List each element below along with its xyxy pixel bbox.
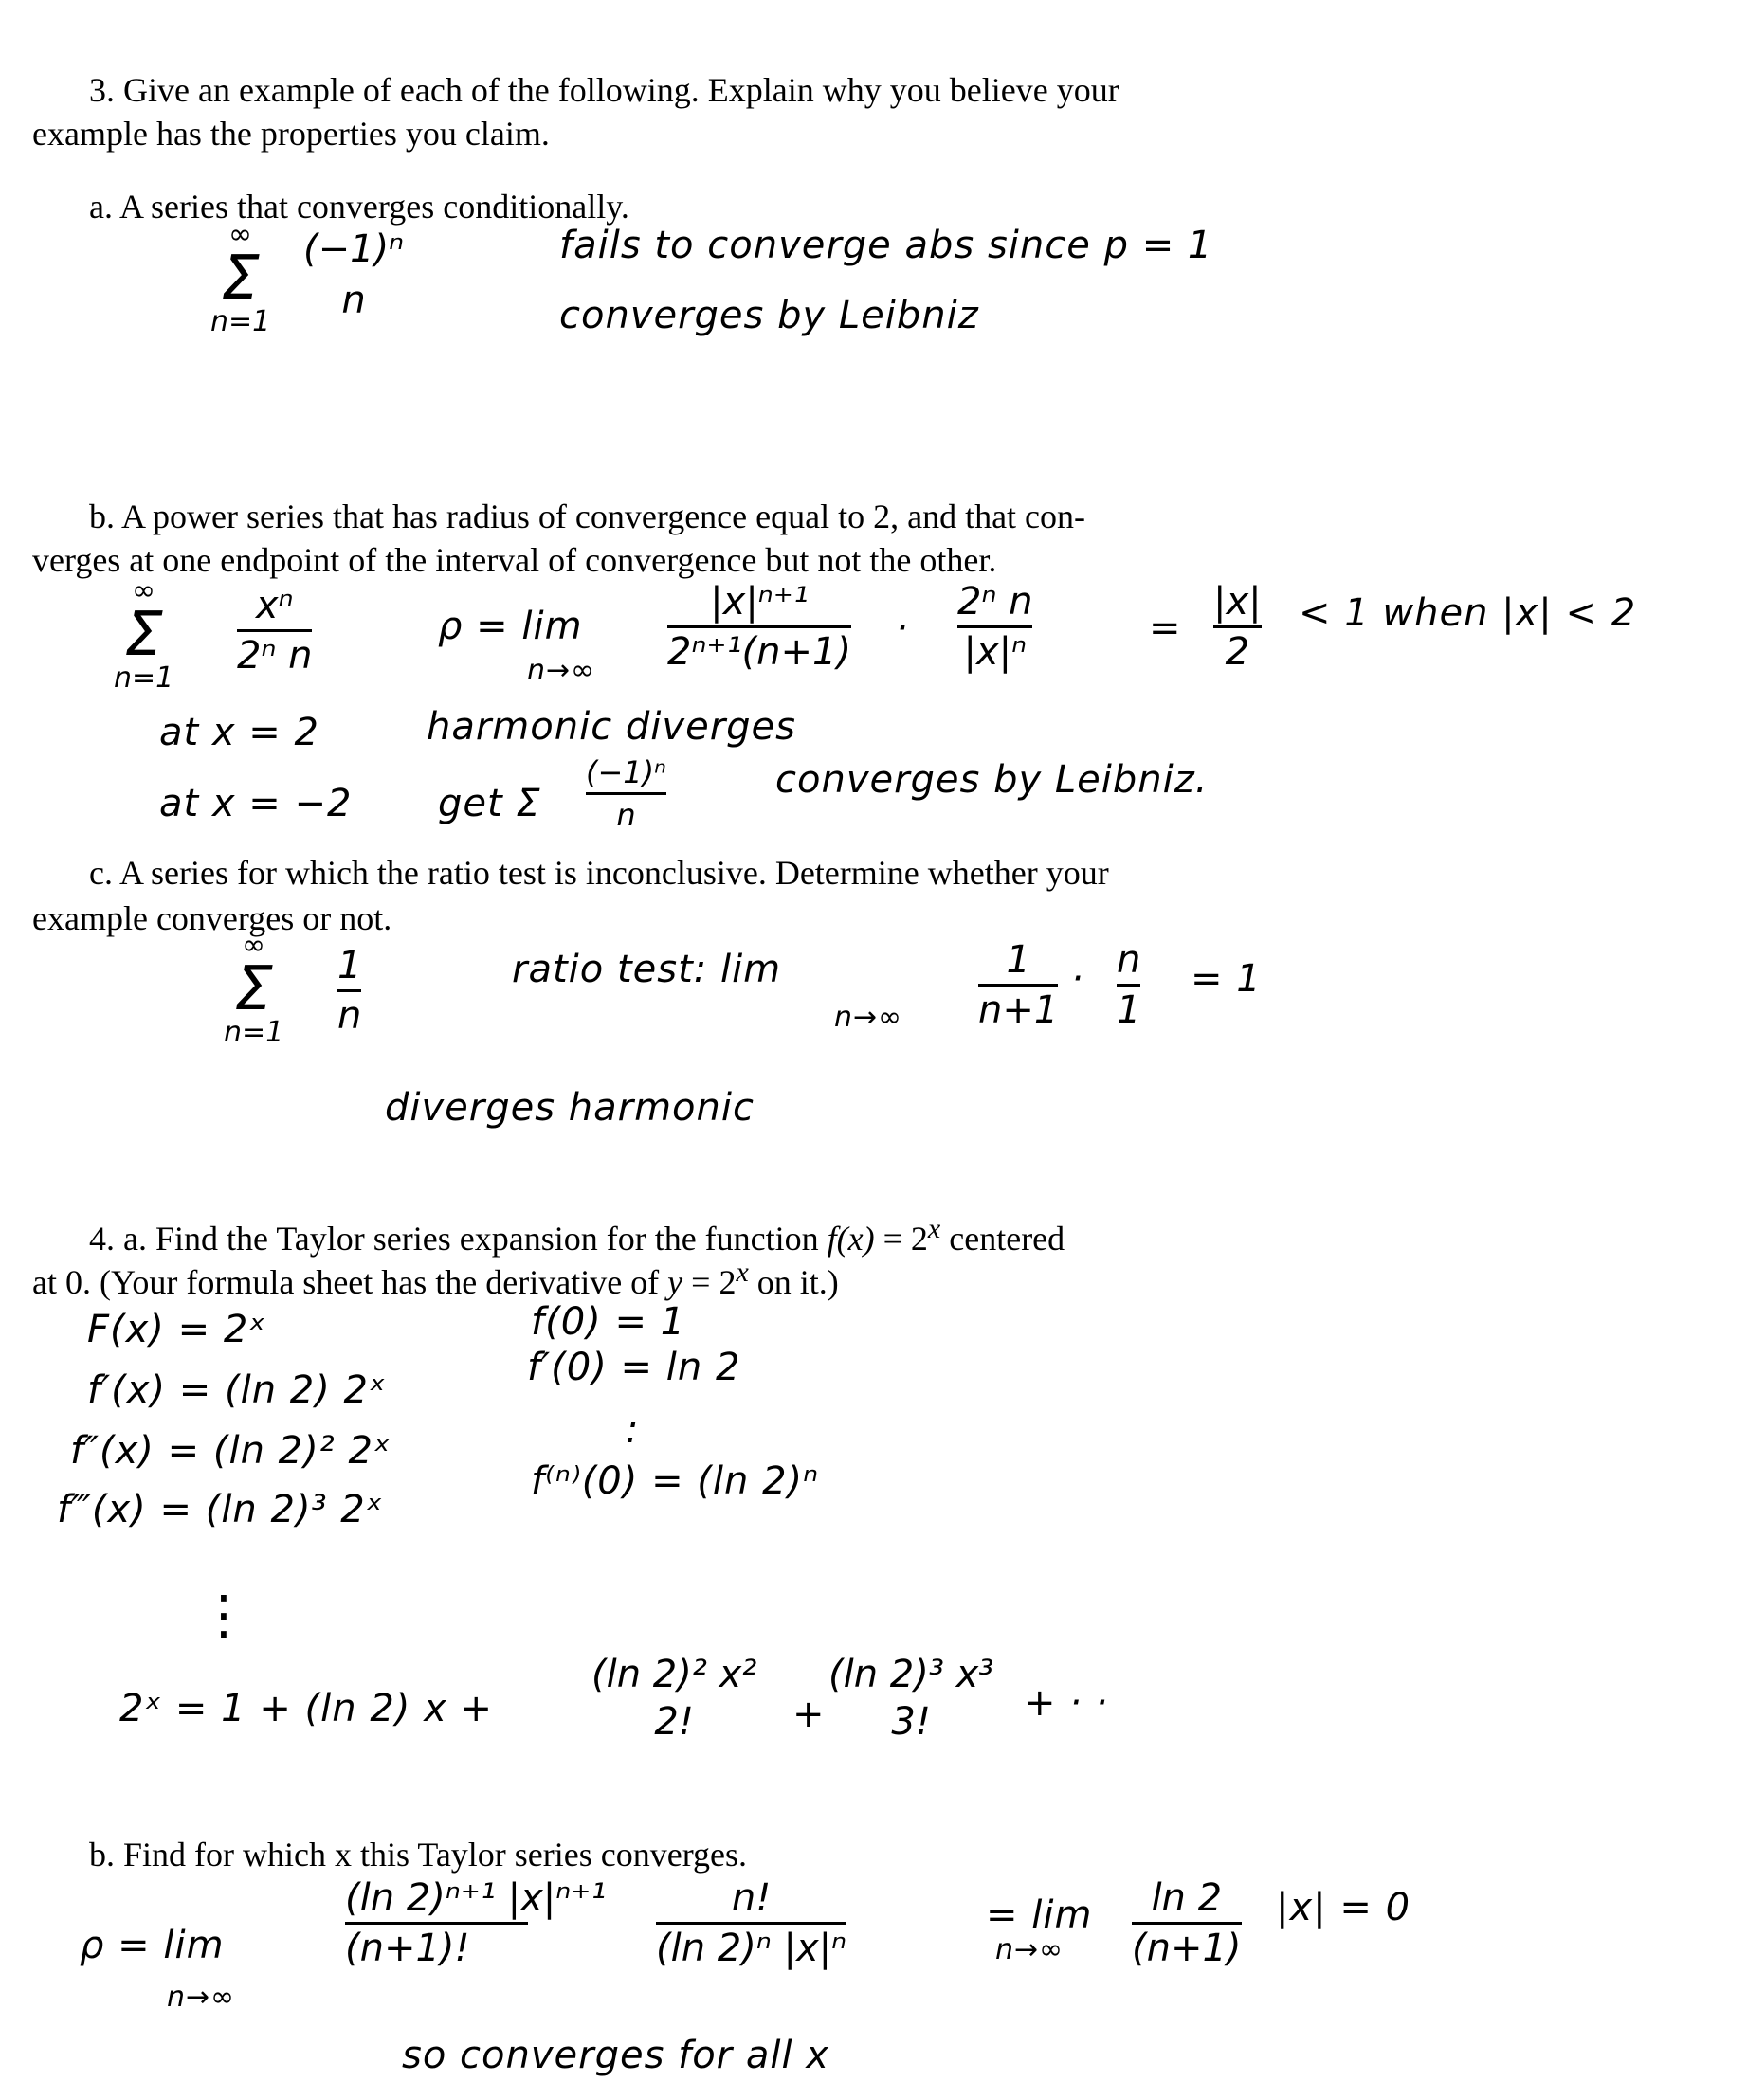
sigma-icon: Σ [234, 954, 273, 1024]
q3a-sum-top: ∞ [228, 218, 253, 251]
q4b-rho: ρ = lim [80, 1924, 225, 1967]
q3b-sum [114, 576, 173, 694]
q3c-term-den: n [337, 994, 362, 1038]
q3c-ratio: ratio test: lim [512, 948, 782, 991]
q4a-deriv1: f′(x) = (ln 2) 2ˣ [87, 1368, 387, 1412]
q3b-at2: at x = −2 [159, 782, 353, 825]
q3b-term [237, 584, 312, 678]
q4b-res-sub: n→∞ [995, 1933, 1065, 1966]
q3c-frac2 [1117, 938, 1140, 1032]
q3a-sum [210, 220, 270, 337]
q4a-val1: f′(0) = ln 2 [527, 1346, 741, 1389]
q3b-frac4-den: n [616, 797, 636, 833]
q4a-s2-num: (ln 2)² x² [591, 1653, 757, 1696]
q3b-frac1-num: |x|ⁿ⁺¹ [710, 580, 809, 624]
q3b-sum-bottom: n=1 [114, 661, 174, 695]
q4b-frac2 [656, 1876, 846, 1970]
q4b-frac3-den: (n+1) [1132, 1927, 1242, 1970]
q3-line1: 3. Give an example of each of the following. Explain why you believe your [89, 71, 1119, 109]
q4a-s2-den: 2! [654, 1700, 694, 1744]
q3b-frac3-num: |x| [1213, 580, 1262, 624]
q4a-deriv3: f‴(x) = (ln 2)³ 2ˣ [57, 1488, 384, 1531]
q4b-prompt: b. Find for which x this Taylor series converges. [89, 1836, 748, 1874]
q3b-rho: ρ = lim [438, 605, 583, 648]
q4a-series-frac2 [591, 1653, 756, 1744]
q3b-frac3-den: 2 [1225, 630, 1250, 674]
q3b-prompt2: verges at one endpoint of the interval of convergence but not the other. [32, 541, 997, 579]
q3b-get: get Σ [438, 782, 541, 825]
q4a-tail: + · · [1024, 1681, 1109, 1725]
q4a-s3-den: 3! [891, 1700, 931, 1744]
q3b-term-num: xⁿ [255, 584, 294, 627]
q3c-prompt1: c. A series for which the ratio test is inconclusive. Determine whether your [89, 854, 1109, 892]
q4b-frac2-num: n! [731, 1876, 772, 1920]
q4b-frac3 [1132, 1876, 1242, 1970]
q3b-prompt1: b. A power series that has radius of convergence equal to 2, and that con- [89, 498, 1086, 535]
q3b-frac3 [1213, 580, 1262, 674]
q3c-sum-top: ∞ [242, 929, 266, 962]
q4b-res-pre: = lim [986, 1893, 1093, 1937]
q3b-term-den: 2ⁿ n [237, 634, 313, 678]
q3a-term [303, 227, 404, 322]
q4a-prompt2: at 0. (Your formula sheet has the derivative of $y = 2^x$ on it.) [32, 1257, 839, 1301]
q3b-dot: · [896, 606, 909, 650]
q4b-frac1 [345, 1876, 606, 1970]
q3a-term-num: (−1)ⁿ [303, 227, 405, 271]
q3b-harm: harmonic diverges [427, 705, 796, 749]
q3c-frac1-num: 1 [1006, 938, 1030, 982]
q3c-eq1: = 1 [1191, 957, 1262, 1001]
q4b-frac2-den: (ln 2)ⁿ |x|ⁿ [656, 1927, 847, 1970]
q3c-sum-bottom: n=1 [224, 1016, 284, 1049]
q3c-sum [224, 931, 283, 1048]
q3c-lim-sub: n→∞ [834, 1001, 903, 1034]
q3b-frac4-num: (−1)ⁿ [586, 754, 666, 790]
q4a-series-pre: 2ˣ = 1 + (ln 2) x + [119, 1687, 493, 1730]
q3b-frac4 [586, 754, 666, 833]
q3a-term-den: n [341, 279, 366, 322]
q4a-series-frac3 [828, 1653, 993, 1744]
q4a-deriv2: f″(x) = (ln 2)² 2ˣ [70, 1429, 391, 1473]
q4a-plus: + [792, 1693, 826, 1736]
q3c-diverges: diverges harmonic [385, 1086, 755, 1130]
q3c-term [337, 944, 361, 1038]
q4a-s3-num: (ln 2)³ x³ [828, 1653, 994, 1696]
q4b-frac1-den: (n+1)! [345, 1927, 470, 1970]
q3b-lim-sub: n→∞ [527, 654, 596, 687]
q4b-conclusion: so converges for all x [402, 2034, 829, 2077]
q3b-cond: < 1 when |x| < 2 [1299, 591, 1637, 635]
q4b-lim-sub: n→∞ [167, 1981, 236, 2014]
q4a-val0: f(0) = 1 [531, 1300, 686, 1344]
q4a-valn: f⁽ⁿ⁾(0) = (ln 2)ⁿ [531, 1459, 820, 1503]
q4a-vdots: : [626, 1408, 640, 1452]
sigma-icon: Σ [221, 244, 260, 314]
q3c-frac2-den: 1 [1117, 988, 1141, 1032]
q3c-frac1-den: n+1 [978, 988, 1059, 1032]
q3b-conv: converges by Leibniz. [775, 758, 1209, 802]
q3a-note1: fails to converge abs since p = 1 [559, 224, 1213, 267]
q4b-frac1-num: (ln 2)ⁿ⁺¹ |x|ⁿ⁺¹ [345, 1876, 607, 1920]
q3b-at1: at x = 2 [159, 711, 319, 754]
q3b-frac1 [667, 580, 851, 674]
q3c-frac1 [978, 938, 1058, 1032]
q4a-prompt1: 4. a. Find the Taylor series expansion for the function $f(x) = 2^x$ centered [89, 1213, 1065, 1258]
q3b-eq: = [1149, 606, 1182, 650]
q3c-prompt2: example converges or not. [32, 899, 392, 937]
q3a-note2: converges by Leibniz [559, 294, 979, 337]
q4b-frac3-num: ln 2 [1151, 1876, 1223, 1920]
q3c-term-num: 1 [337, 944, 362, 987]
q3-line2: example has the properties you claim. [32, 115, 550, 153]
q3b-frac2-den: |x|ⁿ [963, 630, 1028, 674]
q3b-frac1-den: 2ⁿ⁺¹(n+1) [667, 630, 852, 674]
q3c-dot: · [1071, 957, 1084, 1001]
q3a-sum-bottom: n=1 [210, 305, 271, 338]
q4a-dots-col: ⋮ [197, 1584, 251, 1646]
q3c-frac2-num: n [1117, 938, 1141, 982]
q3b-frac2-num: 2ⁿ n [957, 580, 1033, 624]
q4a-deriv0: F(x) = 2ˣ [87, 1308, 267, 1351]
q3b-frac2 [957, 580, 1032, 674]
sigma-icon: Σ [124, 600, 163, 670]
q3b-sum-top: ∞ [132, 574, 156, 607]
q4b-res-post: |x| = 0 [1276, 1886, 1411, 1929]
q3a-prompt: a. A series that converges conditionally. [89, 188, 629, 226]
